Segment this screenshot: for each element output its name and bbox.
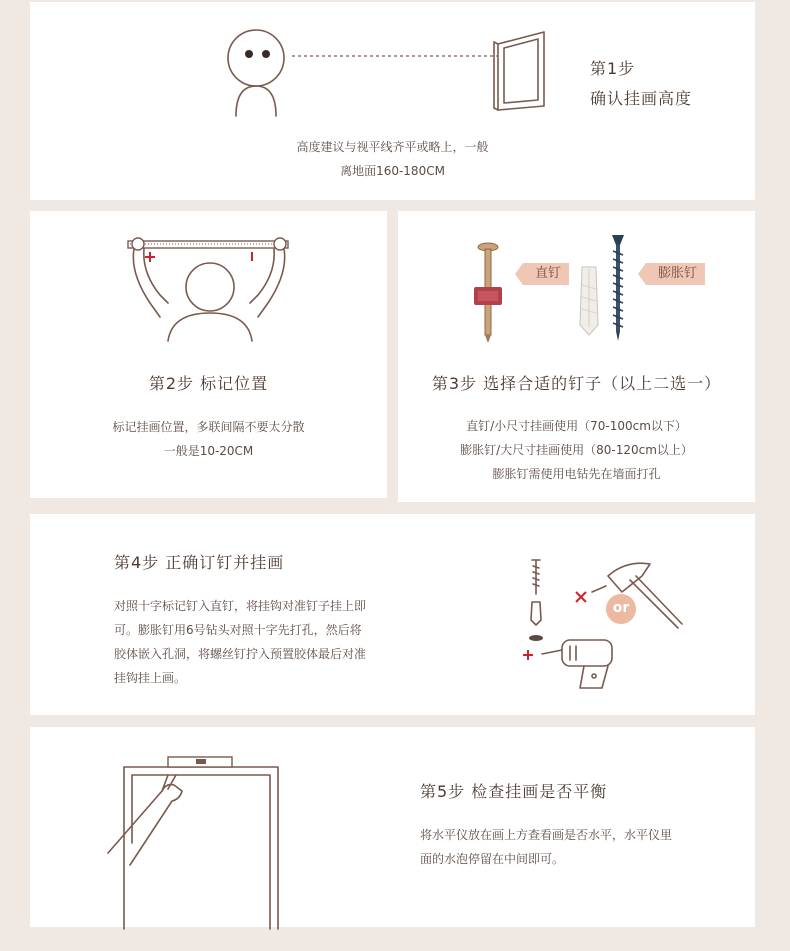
step4-title: 第4步 正确订钉并挂画	[114, 553, 285, 572]
face-icon	[226, 28, 296, 118]
step4-card	[30, 514, 755, 715]
step3-desc-line3: 膨胀钉需使用电钻先在墙面打孔	[492, 467, 661, 481]
step5-title: 第5步 检查挂画是否平衡	[420, 782, 608, 801]
tag-expansion-nail: 膨胀钉	[646, 263, 705, 285]
step2-desc-line2: 一般是10-20CM	[163, 444, 254, 458]
sight-line	[292, 54, 502, 58]
step4-desc-line2: 可。膨胀钉用6号钻头对照十字先打孔，然后将	[114, 623, 362, 637]
level-check-illustration	[106, 753, 286, 931]
step4-desc-line3: 胶体嵌入孔洞，将螺丝钉拧入预置胶体最后对准	[114, 647, 367, 661]
step1-title-line1: 第1步	[590, 59, 636, 78]
or-label: or	[612, 600, 630, 616]
step2-desc-line1: 标记挂画位置，多联间隔不要太分散	[112, 420, 305, 434]
step4-desc-line4: 挂钩挂上画。	[114, 671, 187, 685]
wall-plug-icon	[574, 265, 604, 337]
screw-icon	[608, 233, 628, 341]
step5-desc-line1: 将水平仪放在画上方查看画是否水平，水平仪里	[420, 828, 673, 842]
step3-desc-line2: 膨胀钉/大尺寸挂画使用（80-120cm以上）	[460, 443, 693, 457]
frame-icon	[492, 30, 548, 114]
marking-illustration	[120, 233, 300, 343]
step1-desc-line1: 高度建议与视平线齐平或略上，一般	[296, 140, 489, 154]
step1-desc-line2: 离地面160-180CM	[340, 164, 445, 178]
tag-straight-nail: 直钉	[523, 263, 569, 285]
step4-desc-line1: 对照十字标记钉入直钉，将挂钩对准钉子挂上即	[114, 599, 367, 613]
step5-card	[30, 727, 755, 927]
step1-title-line2: 确认挂画高度	[590, 89, 693, 108]
step2-title: 第2步 标记位置	[148, 374, 269, 393]
step5-desc-line2: 面的水泡停留在中间即可。	[420, 852, 565, 866]
step3-title: 第3步 选择合适的钉子（以上二选一）	[431, 374, 722, 393]
step3-desc-line1: 直钉/小尺寸挂画使用（70-100cm以下）	[466, 419, 687, 433]
straight-nail-icon	[468, 241, 508, 343]
step2-card	[30, 211, 387, 498]
step1-card	[30, 2, 755, 200]
step3-card	[398, 211, 755, 502]
